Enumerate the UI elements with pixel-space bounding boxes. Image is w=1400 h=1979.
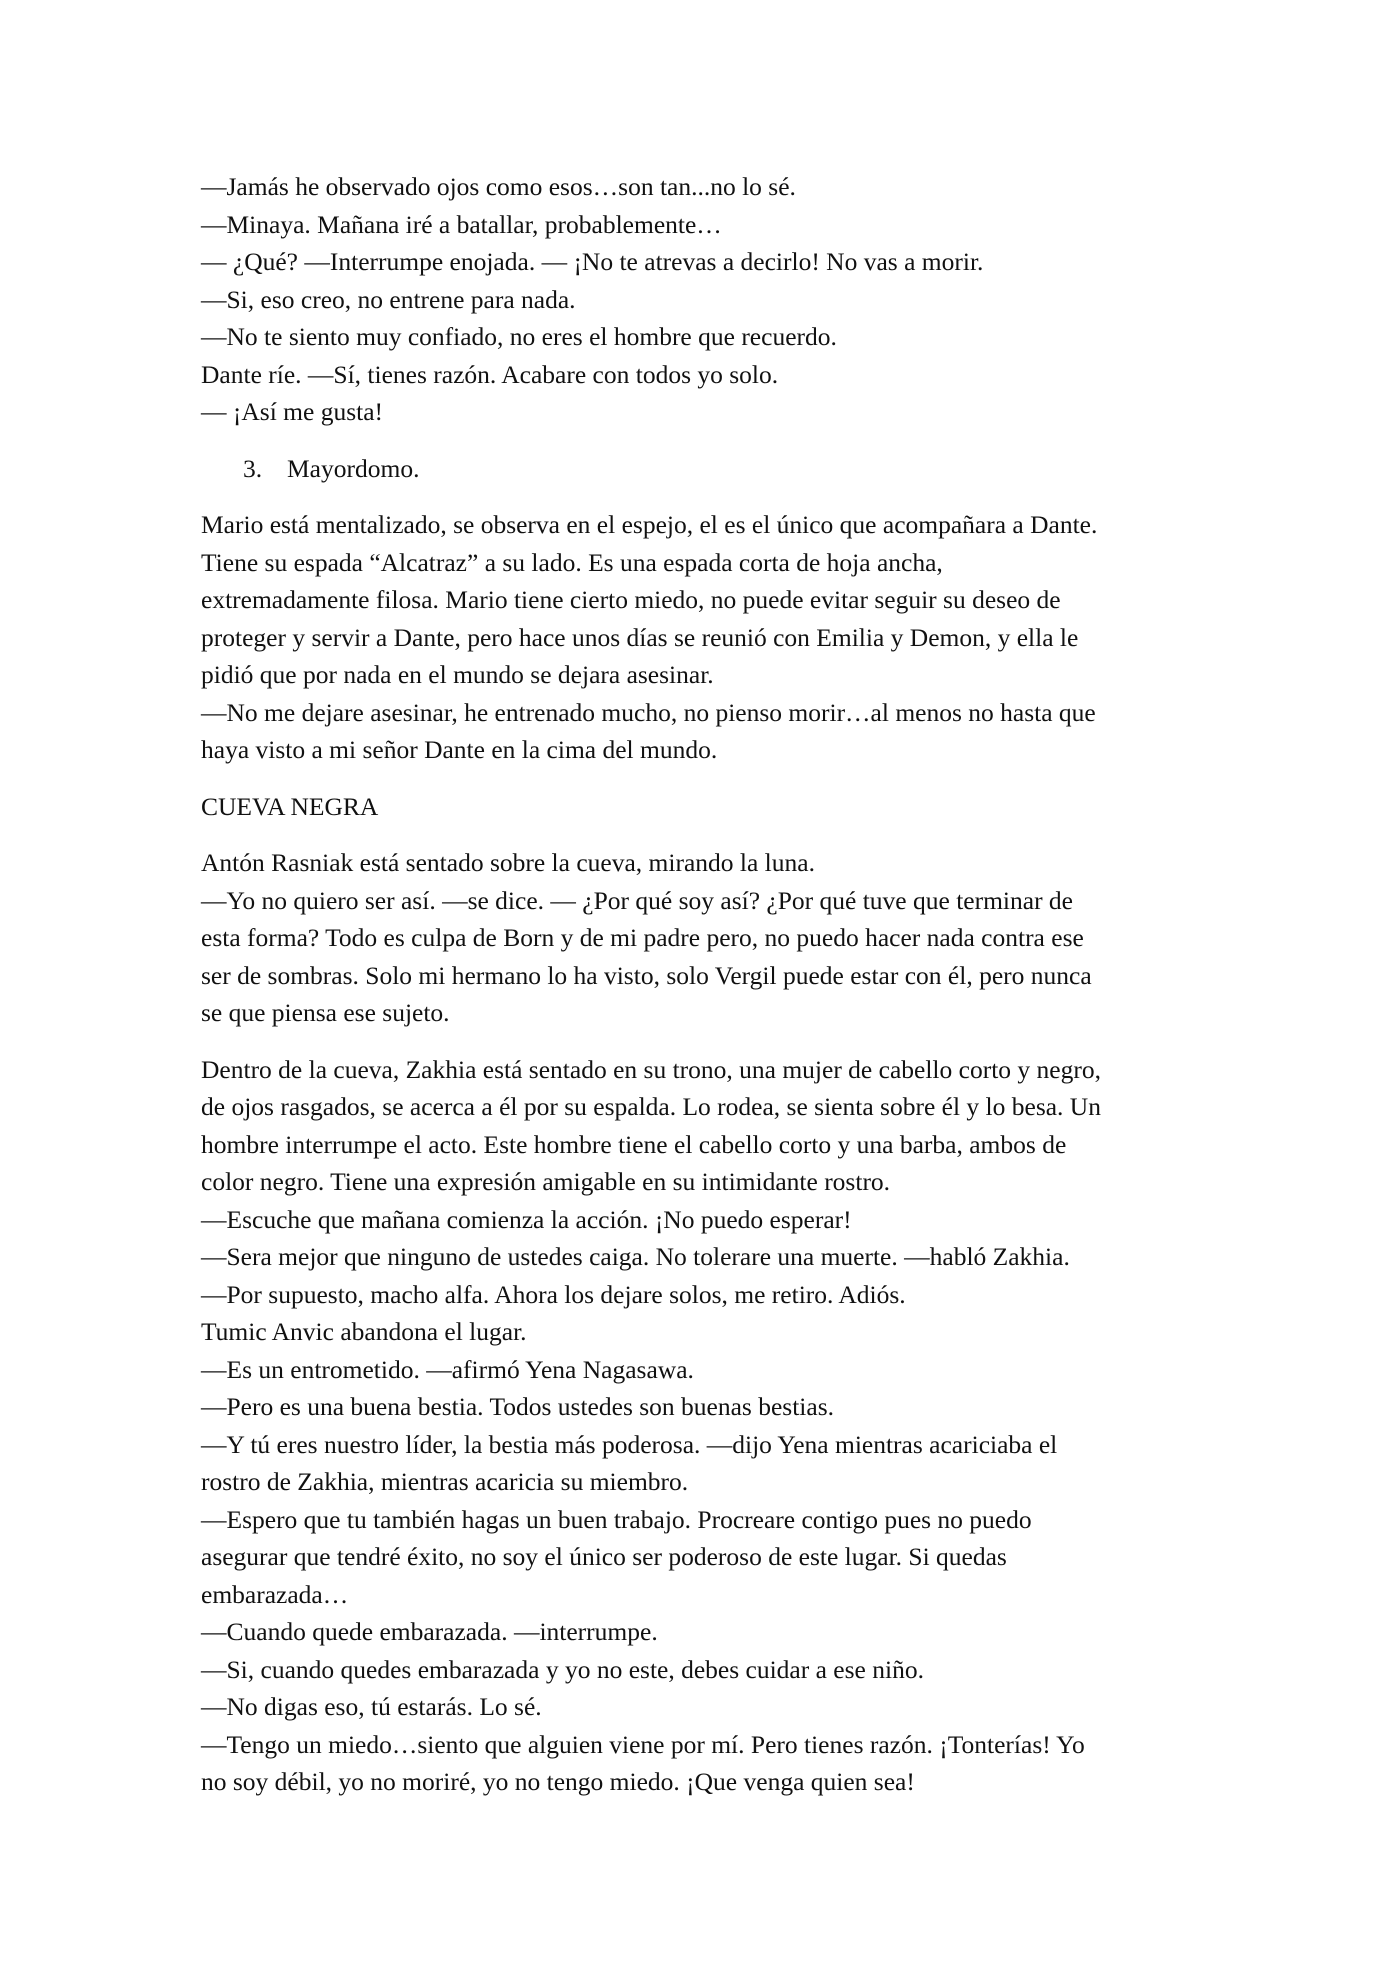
section-number: 3.	[243, 453, 263, 483]
text-line: Mario está mentalizado, se observa en el espejo, el es el único que acompañara a Dante.	[201, 510, 1098, 539]
text-line: —Cuando quede embarazada. —interrumpe.	[201, 1617, 658, 1646]
text-line: —Por supuesto, macho alfa. Ahora los dejare solos, me retiro. Adiós.	[201, 1279, 906, 1309]
text-line: ser de sombras. Solo mi hermano lo ha visto, solo Vergil puede estar con él, pero nunca	[201, 960, 1092, 990]
section-title: Mayordomo.	[287, 453, 420, 483]
text-line: —Si, cuando quedes embarazada y yo no este, debes cuidar a ese niño.	[201, 1654, 924, 1684]
text-line: de ojos rasgados, se acerca a él por su espalda. Lo rodea, se sienta sobre él y lo besa. Un	[201, 1092, 1101, 1121]
text-line: haya visto a mi señor Dante en la cima del mundo.	[201, 735, 718, 764]
text-line: proteger y servir a Dante, pero hace unos días se reunió con Emilia y Demon, y ella le	[201, 622, 1079, 652]
text-line: extremadamente filosa. Mario tiene cierto miedo, no puede evitar seguir su deseo de	[201, 585, 1061, 614]
text-line: —Espero que tu también hagas un buen trabajo. Procreare contigo pues no puedo	[201, 1504, 1032, 1534]
text-line: embarazada…	[201, 1579, 349, 1609]
text-line: —Yo no quiero ser así. —se dice. — ¿Por qué soy así? ¿Por qué tuve que terminar de	[201, 885, 1074, 915]
text-line: rostro de Zakhia, mientras acaricia su miembro.	[201, 1467, 689, 1496]
paragraph-zakhia	[201, 1051, 1201, 1801]
text-line: — ¡Así me gusta!	[201, 397, 384, 426]
text-line: —No te siento muy confiado, no eres el hombre que recuerdo.	[201, 322, 837, 351]
paragraph-anton	[201, 844, 1201, 1032]
text-line: —Pero es una buena bestia. Todos ustedes son buenas bestias.	[201, 1392, 835, 1421]
text-line: —Es un entrometido. —afirmó Yena Nagasawa.	[201, 1354, 694, 1384]
text-line: color negro. Tiene una expresión amigable en su intimidante rostro.	[201, 1167, 891, 1196]
text-line: — ¿Qué? —Interrumpe enojada. — ¡No te atrevas a decirlo! No vas a morir.	[201, 247, 984, 276]
section-heading-mayordomo	[201, 450, 1201, 488]
text-line: Tiene su espada “Alcatraz” a su lado. Es una espada corta de hoja ancha,	[201, 547, 943, 577]
text-line: no soy débil, yo no moriré, yo no tengo miedo. ¡Que venga quien sea!	[201, 1767, 915, 1796]
dialogue-block-1	[201, 168, 1201, 431]
document-body	[201, 168, 1201, 1801]
text-line: —Tengo un miedo…siento que alguien viene por mí. Pero tienes razón. ¡Tonterías! Yo	[201, 1729, 1085, 1759]
text-line: —Jamás he observado ojos como esos…son tan...no lo sé.	[201, 172, 796, 201]
text-line: se que piensa ese sujeto.	[201, 998, 450, 1027]
text-line: Tumic Anvic abandona el lugar.	[201, 1317, 527, 1346]
text-line: —Y tú eres nuestro líder, la bestia más poderosa. —dijo Yena mientras acariciaba el	[201, 1429, 1058, 1459]
text-line: Antón Rasniak está sentado sobre la cueva, mirando la luna.	[201, 848, 815, 877]
text-line: Dentro de la cueva, Zakhia está sentado en su trono, una mujer de cabello corto y negro,	[201, 1054, 1101, 1084]
text-line: —Si, eso creo, no entrene para nada.	[201, 284, 576, 314]
text-line: —Sera mejor que ninguno de ustedes caiga. No tolerare una muerte. —habló Zakhia.	[201, 1242, 1070, 1271]
text-line: —Escuche que mañana comienza la acción. ¡No puedo esperar!	[201, 1204, 852, 1234]
text-line: —No me dejare asesinar, he entrenado mucho, no pienso morir…al menos no hasta que	[201, 697, 1096, 727]
text-line: pidió que por nada en el mundo se dejara asesinar.	[201, 660, 714, 689]
text-line: esta forma? Todo es culpa de Born y de mi padre pero, no puedo hacer nada contra ese	[201, 923, 1084, 952]
text-line: —Minaya. Mañana iré a batallar, probablemente…	[201, 209, 722, 239]
text-line: —No digas eso, tú estarás. Lo sé.	[201, 1692, 542, 1721]
section-heading-cueva-negra: CUEVA NEGRA	[201, 791, 379, 821]
paragraph-mario	[201, 506, 1201, 769]
text-line: asegurar que tendré éxito, no soy el único ser poderoso de este lugar. Si quedas	[201, 1542, 1007, 1571]
text-line: Dante ríe. —Sí, tienes razón. Acabare con todos yo solo.	[201, 359, 779, 389]
text-line: hombre interrumpe el acto. Este hombre tiene el cabello corto y una barba, ambos de	[201, 1129, 1067, 1159]
